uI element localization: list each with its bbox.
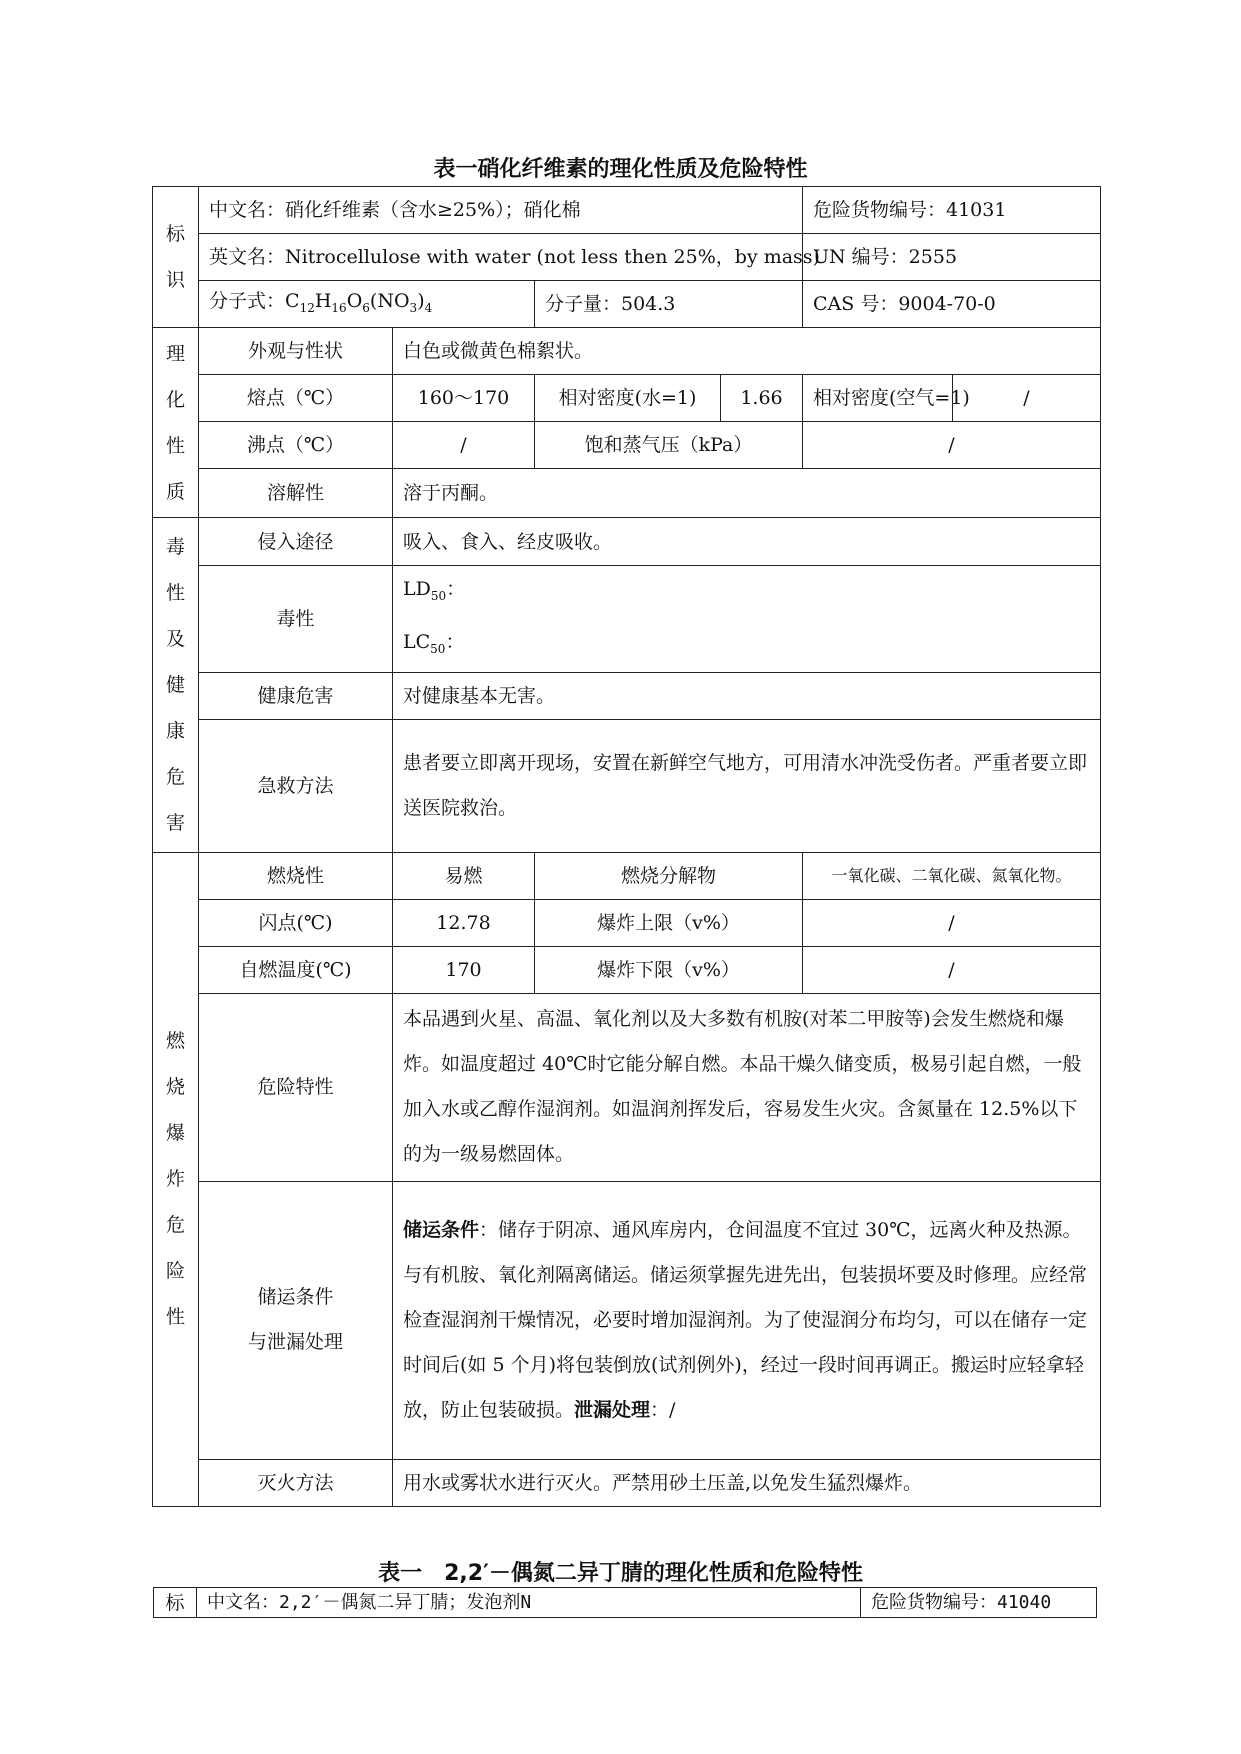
chinese-name-2: 中文名：2,2′－偶氮二异丁腈；发泡剂N [197,1588,861,1618]
relative-density-water-label: 相对密度(水=1) [535,375,721,422]
first-aid-label: 急救方法 [199,719,393,852]
upper-explosive-limit-label: 爆炸上限（v%） [535,899,803,946]
health-hazard-value: 对健康基本无害。 [393,672,1101,719]
hazard-characteristics-value: 本品遇到火星、高温、氧化剂以及大多数有机胺(对苯二甲胺等)会发生燃烧和爆炸。如温度超过 40℃时它能分解自燃。本品干燥久储变质，极易引起自燃，一般加入水或乙醇作湿润剂。如温润剂挥发后，容易发生火灾。含氮量在 12.5%以下的为一级易燃固体。 [393,993,1101,1181]
combustibility-label: 燃烧性 [199,852,393,899]
melting-point-label: 熔点（℃） [199,375,393,422]
molecular-formula: 分子式：$C_{12}H_{16}O_6(NO_3)_4$ [199,281,535,328]
section-toxicity-health: 毒 性 及 健 康 危 害 [153,518,199,853]
appearance-value: 白色或微黄色棉絮状。 [393,328,1101,375]
flash-point-label: 闪点(℃) [199,899,393,946]
cas-number: CAS 号：9004-70-0 [803,281,1101,328]
vapor-pressure-value: / [803,422,1101,469]
hazard-goods-number: 危险货物编号：41031 [803,187,1101,234]
decomposition-label: 燃烧分解物 [535,852,803,899]
chinese-name: 中文名：硝化纤维素（含水≥25%）；硝化棉 [199,187,803,234]
section-fire-explosion: 燃 烧 爆 炸 危 险 性 [153,852,199,1506]
upper-explosive-limit-value: / [803,899,1101,946]
health-hazard-label: 健康危害 [199,672,393,719]
table-title: 表一硝化纤维素的理化性质及危险特性 [433,157,808,182]
storage-leak-label: 储运条件 与泄漏处理 [199,1181,393,1459]
vapor-pressure-label: 饱和蒸气压（kPa） [535,422,803,469]
route-value: 吸入、食入、经皮吸收。 [393,518,1101,566]
flash-point-value: 12.78 [393,899,535,946]
route-label: 侵入途径 [199,518,393,566]
relative-density-air-value: / [953,375,1101,422]
lower-explosive-limit-value: / [803,946,1101,993]
lc50: $LC_{50}$： [403,630,465,656]
ld50: $LD_{50}$： [403,578,466,603]
decomposition-value: 一氧化碳、二氧化碳、氮氧化物。 [803,852,1101,899]
un-number: UN 编号：2555 [803,234,1101,281]
section-identification-2: 标 [154,1588,197,1618]
first-aid-value: 患者要立即离开现场，安置在新鲜空气地方，可用清水冲洗受伤者。严重者要立即送医院救治。 [393,719,1101,852]
relative-density-water-value: 1.66 [721,375,803,422]
extinguishing-label: 灭火方法 [199,1459,393,1506]
molecular-weight: 分子量：504.3 [535,281,803,328]
toxicity-value [393,566,1101,673]
relative-density-air-label: 相对密度(空气=1) [803,375,953,422]
boiling-point-value: / [393,422,535,469]
table-title-2: 表一 2,2′－偶氮二异丁腈的理化性质和危险特性 [378,1561,863,1586]
section-physical-chemical: 理 化 性 质 [153,328,199,518]
english-name: 英文名：Nitrocellulose with water (not less then 25%，by mass) [199,234,803,281]
hazard-table-nitrocellulose [152,186,1101,1507]
melting-point-value: 160～170 [393,375,535,422]
autoignition-value: 170 [393,946,535,993]
hazard-table-azobisisobutyronitrile [153,1587,1097,1618]
hazard-characteristics-label: 危险特性 [199,993,393,1181]
toxicity-label: 毒性 [199,566,393,673]
boiling-point-label: 沸点（℃） [199,422,393,469]
hazard-goods-number-2: 危险货物编号：41040 [861,1588,1097,1618]
lower-explosive-limit-label: 爆炸下限（v%） [535,946,803,993]
storage-leak-value: 储运条件：储存于阴凉、通风库房内，仓间温度不宜过 30℃，远离火种及热源。与有机胺、氧化剂隔离储运。储运须掌握先进先出，包装损坏要及时修理。应经常检查湿润剂干燥情况，必要时增加湿润剂。为了使湿润分布均匀，可以在储存一定时间后(如 5 个月)将包装倒放(试剂例外)，经过一段时间再调正。搬运时应轻拿轻放，防止包装破损。泄漏处理：/ [393,1181,1101,1459]
appearance-label: 外观与性状 [199,328,393,375]
extinguishing-value: 用水或雾状水进行灭火。严禁用砂土压盖,以免发生猛烈爆炸。 [393,1459,1101,1506]
combustibility-value: 易燃 [393,852,535,899]
solubility-value: 溶于丙酮。 [393,469,1101,518]
autoignition-label: 自燃温度(℃) [199,946,393,993]
solubility-label: 溶解性 [199,469,393,518]
section-identification: 标 识 [153,187,199,328]
